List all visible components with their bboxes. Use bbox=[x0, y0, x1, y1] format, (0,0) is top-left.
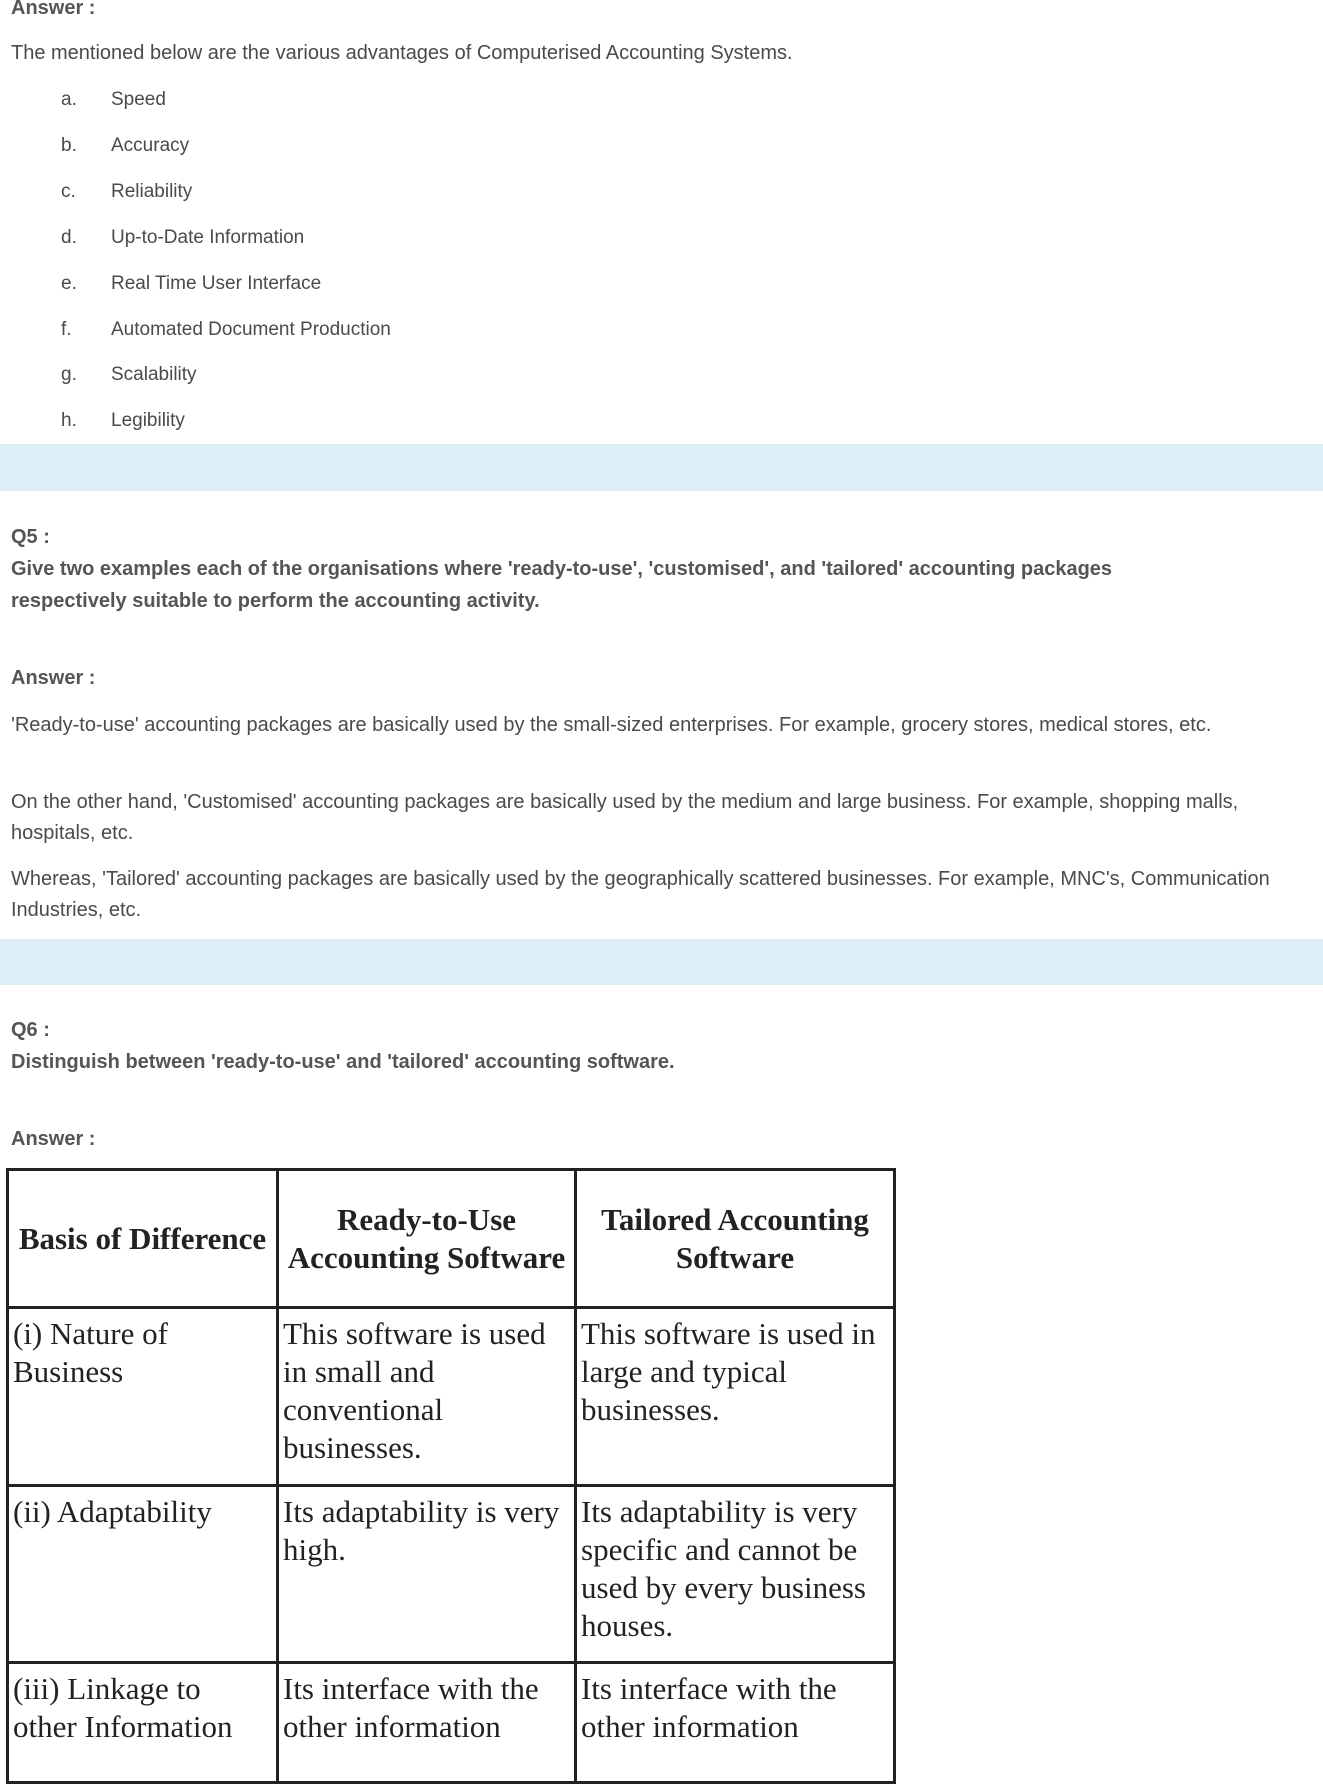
list-item: Reliability bbox=[111, 180, 193, 202]
table-row bbox=[8, 1308, 895, 1486]
header-cell: Basis of Difference bbox=[8, 1170, 278, 1308]
question-text: Give two examples each of the organisations where 'ready-to-use', 'customised', and 'tailored' accounting packages bbox=[11, 558, 1113, 580]
table-cell: Its adaptability is very specific and cannot be used by every business houses. bbox=[576, 1486, 895, 1663]
table-cell: (ii) Adaptability bbox=[8, 1486, 278, 1663]
list-marker: a. bbox=[61, 89, 77, 110]
header-cell: Tailored Accounting Software bbox=[576, 1170, 895, 1308]
table-cell: Its adaptability is very high. bbox=[278, 1486, 576, 1663]
question-number: Q6 : bbox=[11, 1019, 50, 1041]
answer-paragraph: On the other hand, 'Customised' accounting packages are basically used by the medium and large business. For example, shopping malls, hospitals, etc. bbox=[11, 791, 1239, 844]
list-marker: f. bbox=[61, 318, 72, 340]
answer-label: Answer : bbox=[11, 0, 96, 19]
question-number: Q5 : bbox=[11, 526, 50, 548]
table-header-row bbox=[8, 1170, 895, 1308]
list-item: Speed bbox=[111, 89, 166, 110]
list-marker: d. bbox=[61, 226, 77, 248]
header-cell: Ready-to-Use Accounting Software bbox=[278, 1170, 576, 1308]
answer-paragraph: 'Ready-to-use' accounting packages are basically used by the small-sized enterprises. For example, grocery stores, medical stores, etc. bbox=[11, 714, 1212, 736]
list-marker: g. bbox=[61, 364, 77, 386]
answer-intro: The mentioned below are the various advantages of Computerised Accounting Systems. bbox=[11, 42, 793, 64]
list-marker: c. bbox=[61, 180, 76, 202]
section-divider bbox=[0, 444, 1323, 491]
answer-paragraph: Whereas, 'Tailored' accounting packages are basically used by the geographically scattered businesses. For example, MNC's, Communication Industries, etc. bbox=[11, 868, 1270, 921]
table-cell: (iii) Linkage to other Information bbox=[8, 1663, 278, 1783]
list-marker: h. bbox=[61, 410, 77, 432]
answer-label: Answer : bbox=[11, 1128, 96, 1150]
comparison-table bbox=[6, 1168, 896, 1784]
list-item: Legibility bbox=[111, 410, 185, 432]
table-row bbox=[8, 1663, 895, 1783]
question-text: Distinguish between 'ready-to-use' and 'tailored' accounting software. bbox=[11, 1051, 675, 1073]
table-cell: This software is used in small and conventional businesses. bbox=[278, 1308, 576, 1486]
table-cell: (i) Nature of Business bbox=[8, 1308, 278, 1486]
list-item: Automated Document Production bbox=[111, 318, 391, 340]
list-marker: e. bbox=[61, 272, 77, 294]
list-marker: b. bbox=[61, 134, 77, 156]
table-cell: Its interface with the other information bbox=[576, 1663, 895, 1783]
list-item: Up-to-Date Information bbox=[111, 226, 305, 248]
section-divider bbox=[0, 939, 1323, 985]
table-cell: Its interface with the other information bbox=[278, 1663, 576, 1783]
answer-label: Answer : bbox=[11, 667, 96, 689]
list-item: Accuracy bbox=[111, 134, 190, 156]
list-item: Real Time User Interface bbox=[111, 272, 322, 294]
table-row bbox=[8, 1486, 895, 1663]
question-text: respectively suitable to perform the accounting activity. bbox=[11, 590, 540, 612]
table-cell: This software is used in large and typical businesses. bbox=[576, 1308, 895, 1486]
list-item: Scalability bbox=[111, 364, 197, 386]
